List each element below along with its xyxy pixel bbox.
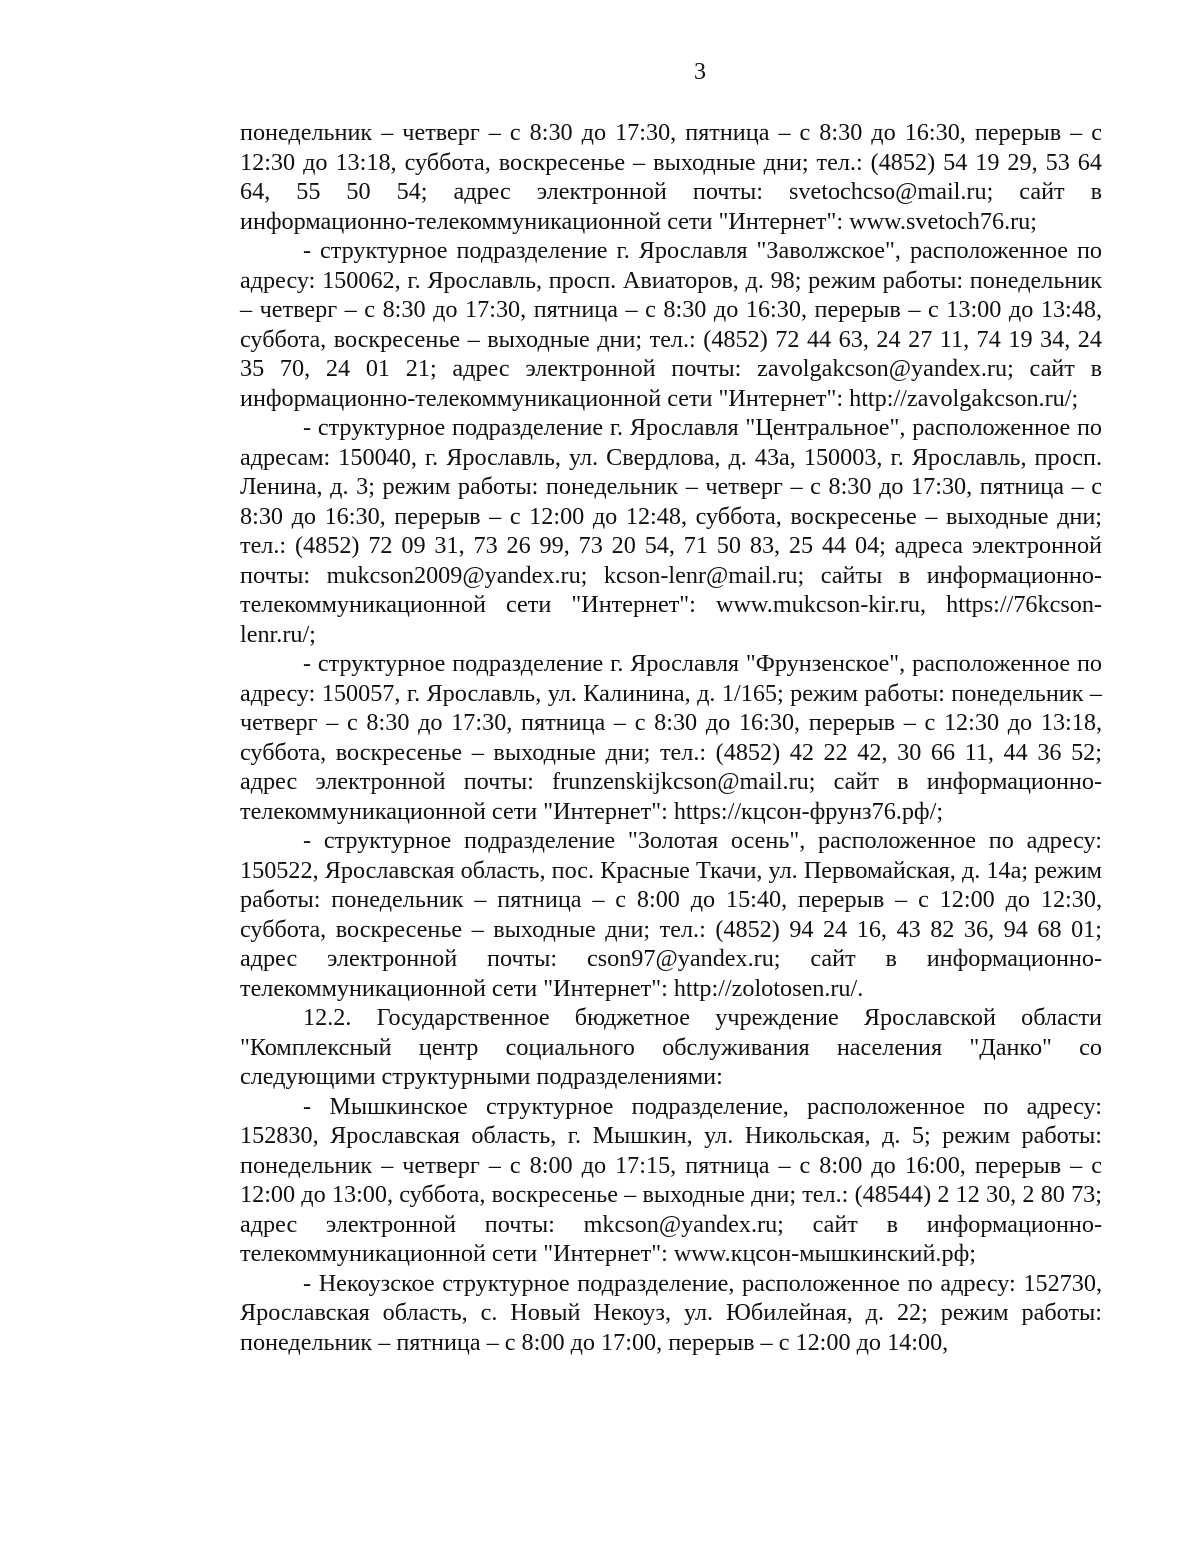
paragraph-nekouzskoe: - Некоузское структурное подразделение, расположенное по адресу: 152730, Ярославская область, с. Новый Некоуз, ул. Юбилейная, д. 22; режим работы: понедельник – пятница – с 8:00 до 17:00, перерыв – с 12:00 до 14:00,: [240, 1269, 1102, 1356]
paragraph-centralnoe: - структурное подразделение г. Ярославля "Центральное", расположенное по адресам: 150040, г. Ярославль, ул. Свердлова, д. 43а, 150003, г. Ярославль, просп. Ленина, д. 3; режим работы: понедельник – четверг – с 8:30 до 17:30, пятница – с 8:30 до 16:30, перерыв – с 12:00 до 12:48, суббота, воскресенье – выходные дни; тел.: (4852) 72 09 31, 73 26 99, 73 20 54, 71 50 83, 25 44 04; адреса электронной почты: mukcson2009@yandex.ru; kcson-lenr@mail.ru; сайты в информационно-телекоммуникационной сети "Интернет": www.mukcson-kir.ru, https://76kcson-lenr.ru/;: [240, 414, 1102, 648]
paragraph-frunzenskoe: - структурное подразделение г. Ярославля "Фрунзенское", расположенное по адресу: 150057, г. Ярославль, ул. Калинина, д. 1/165; режим работы: понедельник – четверг – с 8:30 до 17:30, пятница – с 8:30 до 16:30, перерыв – с 12:30 до 13:18, суббота, воскресенье – выходные дни; тел.: (4852) 42 22 42, 30 66 11, 44 36 52; адрес электронной почты: frunzenskijkcson@mail.ru; сайт в информационно-телекоммуникационной сети "Интернет": https://кцсон-фрунз76.рф/;: [240, 650, 1102, 825]
paragraph-svetoch-continuation: понедельник – четверг – с 8:30 до 17:30, пятница – с 8:30 до 16:30, перерыв – с 12:30 до 13:18, суббота, воскресенье – выходные дни; тел.: (4852) 54 19 29, 53 64 64, 55 50 54; адрес электронной почты: svetochcso@mail.ru; сайт в информационно-телекоммуникационной сети "Интернет": www.svetoch76.ru;: [240, 119, 1102, 235]
paragraph-zolotaya-osen: - структурное подразделение "Золотая осень", расположенное по адресу: 150522, Ярославская область, пос. Красные Ткачи, ул. Первомайская, д. 14а; режим работы: понедельник – пятница – с 8:00 до 15:40, перерыв – с 12:00 до 12:30, суббота, воскресенье – выходные дни; тел.: (4852) 94 24 16, 43 82 36, 94 68 01; адрес электронной почты: cson97@yandex.ru; сайт в информационно-телекоммуникационной сети "Интернет": http://zolotosen.ru/.: [240, 827, 1102, 1002]
paragraph-section-12-2: 12.2. Государственное бюджетное учреждение Ярославской области "Комплексный центр социального обслуживания населения "Данко" со следующими структурными подразделениями:: [240, 1004, 1102, 1090]
page-number: 3: [694, 59, 706, 85]
document-body: [240, 118, 1102, 1357]
paragraph-myshkinskoe: - Мышкинское структурное подразделение, расположенное по адресу: 152830, Ярославская область, г. Мышкин, ул. Никольская, д. 5; режим работы: понедельник – четверг – с 8:00 до 17:15, пятница – с 8:00 до 16:00, перерыв – с 12:00 до 13:00, суббота, воскресенье – выходные дни; тел.: (48544) 2 12 30, 2 80 73; адрес электронной почты: mkcson@yandex.ru; сайт в информационно-телекоммуникационной сети "Интернет": www.кцсон-мышкинский.рф;: [240, 1092, 1102, 1267]
paragraph-zavolzhskoe: - структурное подразделение г. Ярославля "Заволжское", расположенное по адресу: 150062, г. Ярославль, просп. Авиаторов, д. 98; режим работы: понедельник – четверг – с 8:30 до 17:30, пятница – с 8:30 до 16:30, перерыв – с 13:00 до 13:48, суббота, воскресенье – выходные дни; тел.: (4852) 72 44 63, 24 27 11, 74 19 34, 24 35 70, 24 01 21; адрес электронной почты: zavolgakcson@yandex.ru; сайт в информационно-телекоммуникационной сети "Интернет": http://zavolgakcson.ru/;: [240, 237, 1102, 412]
